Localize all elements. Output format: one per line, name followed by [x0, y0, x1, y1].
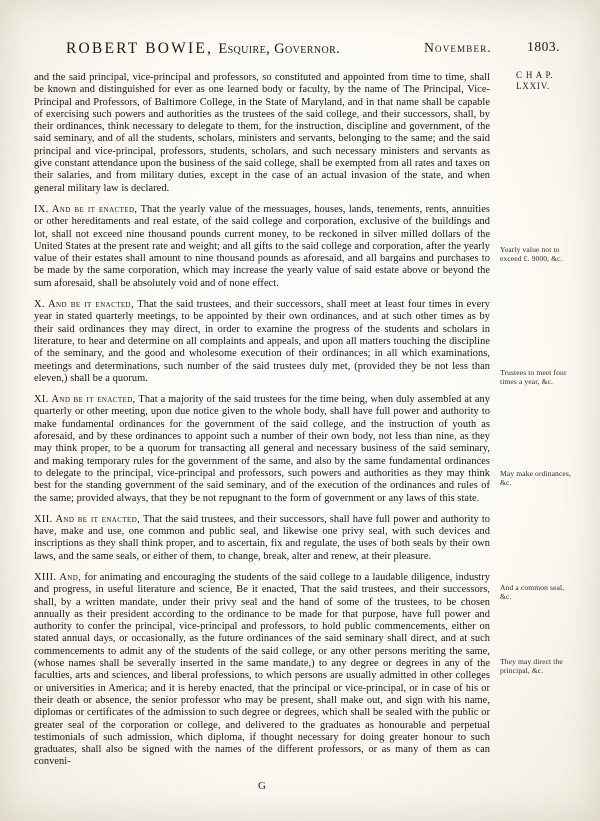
page-header [40, 38, 566, 68]
section-body-13: for animating and encouraging the students of the said college to a laudable diligence, industry and progress, in useful literature and science, Be it enacted, That the said trustees, and their successors, shall, by a written mandate, under their privy seal and the hand of some of the trustees, to be chosen annually as their president according to the ordinance to be made for that purpose, have full power and authority to confer the principal, vice-principal and professors, to hold public commencements, either on stated annual days, or occasionally, as the future ordinances of the said seminary shall direct, and at such commencements to admit any of the students of the said college, or any other persons meriting the same, (whose names shall be severally inserted in the same mandate,) to any degree or degrees in any of the faculties, arts and sciences, and liberal professions, to which persons are usually admitted in other colleges or universities in America; and it is hereby enacted, that the principal or vice-principal, or in case of his or their death or absence, the senior professor who may be present, shall make out, and sign with his name, diplomas or certificates of the admission to such degree or degrees, which shall be sealed with the public or greater seal of the corporation or college, and delivered to the graduates as honourable and perpetual testimonials of such admission, which diploma, if thought necessary for doing greater honour to such graduates, shall also be signed with the names of the different professors, or as many of them as can conveni- [34, 571, 490, 768]
section-body-10: That the said trustees, and their successors, shall meet at least four times in every year in stated quarterly meetings, to be appointed by their own ordinances, and at such other times as by their said ordinances they may direct, in order to examine the progress of the students and scholars in literature, to hear and determine on all complaints and appeals, and upon all matters touching the discipline of the seminary, and the good and wholesome execution of their ordinances; in all which examinations, meetings and determinations, such number of the said trustees duly met, (provided they be not less than eleven,) shall be a quorum. [34, 299, 490, 384]
marginal-note-section-10: Trustees to meet four times a year, &c. [500, 368, 567, 386]
paragraph-section-9 [34, 204, 490, 290]
section-body-12: That the said trustees, and their successors, shall have full power and authority to have, make and use, one common and public seal, and likewise one privy seal, with such devices and inscriptions as they shall think proper, and to ascertain, fix and regulate, the uses of both seals by their own laws, and the same seals, or either of them, to change, break, alter and renew, at their pleasure. [34, 513, 491, 562]
section-body-11: That a majority of the said trustees for the time being, when duly assembled at any quarterly or other meeting, upon due notice given to the whole body, shall have full power and authority to make fundamental ordinances for the government of the said college, and the instruction of youth as aforesaid, and by these ordinances to appoint such a number of their own body, not less than nine, as they may think proper, to be a quorum for transacting all general and necessary business of the said seminary, and making temporary rules for the government of the same, and also by the same fundamental ordinances to delegate to the principal, vice-principal and professors, such powers and authorities as they may think best for the standing government of the said seminary, and of the execution of the ordinances and rules of the same; provided always, that they be not repugnant to the form of government or any laws of this state. [34, 394, 490, 504]
signature-mark: G [258, 780, 266, 792]
section-lead-9: IX. And be it enacted, [34, 203, 138, 215]
body-column [34, 72, 491, 792]
paragraph-continuation: and the said principal, vice-principal and professors, so constituted and appointed from time to time, shall be known and distinguished for ever as one learned body or faculty, by the name of The Principal, Vice-Principal and Professors, of Baltimore College, in the State of Maryland, and in that name shall be capable of exercising such powers and authorities as the trustees of the said college, and their successors, shall, by their ordinances, think necessary to delegate to them, for the instruction, discipline and government, of the said seminary, and of all the students, scholars, ministers and servants, belonging to the same; and the said principal and vice-principal, professors, students, scholars, and such necessary ministers and servants as give constant attendance upon the business of the said college, shall be exempted from all rates and taxes on their salaries, and from military duties, except in the case of an actual invasion of the state, and when general military law is declared. [34, 72, 490, 194]
marginal-note-section-13: They may direct the principal, &c. [500, 657, 563, 675]
running-head-year: 1803. [527, 39, 560, 54]
chapter-marginal-note: C H A P. LXXIV. [516, 70, 554, 91]
running-head-month: November. [424, 40, 492, 55]
paragraph-section-13 [34, 572, 490, 769]
section-lead-12: XII. And be it enacted, [34, 513, 141, 525]
paragraph-section-10 [34, 299, 490, 385]
paragraph-section-11 [34, 394, 490, 505]
running-head-name: ROBERT BOWIE, [66, 40, 214, 57]
section-lead-13: XIII. And, [34, 571, 82, 583]
section-lead-11: XI. And be it enacted, [34, 394, 136, 406]
marginal-note-section-12: And a common seal, &c. [500, 583, 565, 601]
section-lead-10: X. And be it enacted, [34, 299, 135, 311]
marginal-note-section-9: Yearly value not to exceed £. 9000, &c. [500, 245, 563, 263]
running-head-office: Esquire, Governor. [218, 41, 341, 57]
section-body-9: That the yearly value of the messuages, houses, lands, tenements, rents, annuities or other hereditaments and real estate, of the said college and corporation, exclusive of the buildings and lot, shall not exceed nine thousand pounds current money, to be reckoned in silver milled dollars of the United States at the present rate and weight; and all gifts to the said college and corporation, after the yearly value of their estates shall amount to nine thousand pounds as aforesaid, and all bargains and purchases to be made by the same corporation, which may increase the yearly value of said estate above or beyond the sum aforesaid, shall be absolutely void and of none effect. [34, 203, 490, 289]
running-head-title [66, 40, 340, 58]
marginal-note-section-11: May make ordinances, &c. [500, 469, 571, 487]
paragraph-section-12 [34, 514, 490, 563]
page-content [34, 38, 571, 792]
